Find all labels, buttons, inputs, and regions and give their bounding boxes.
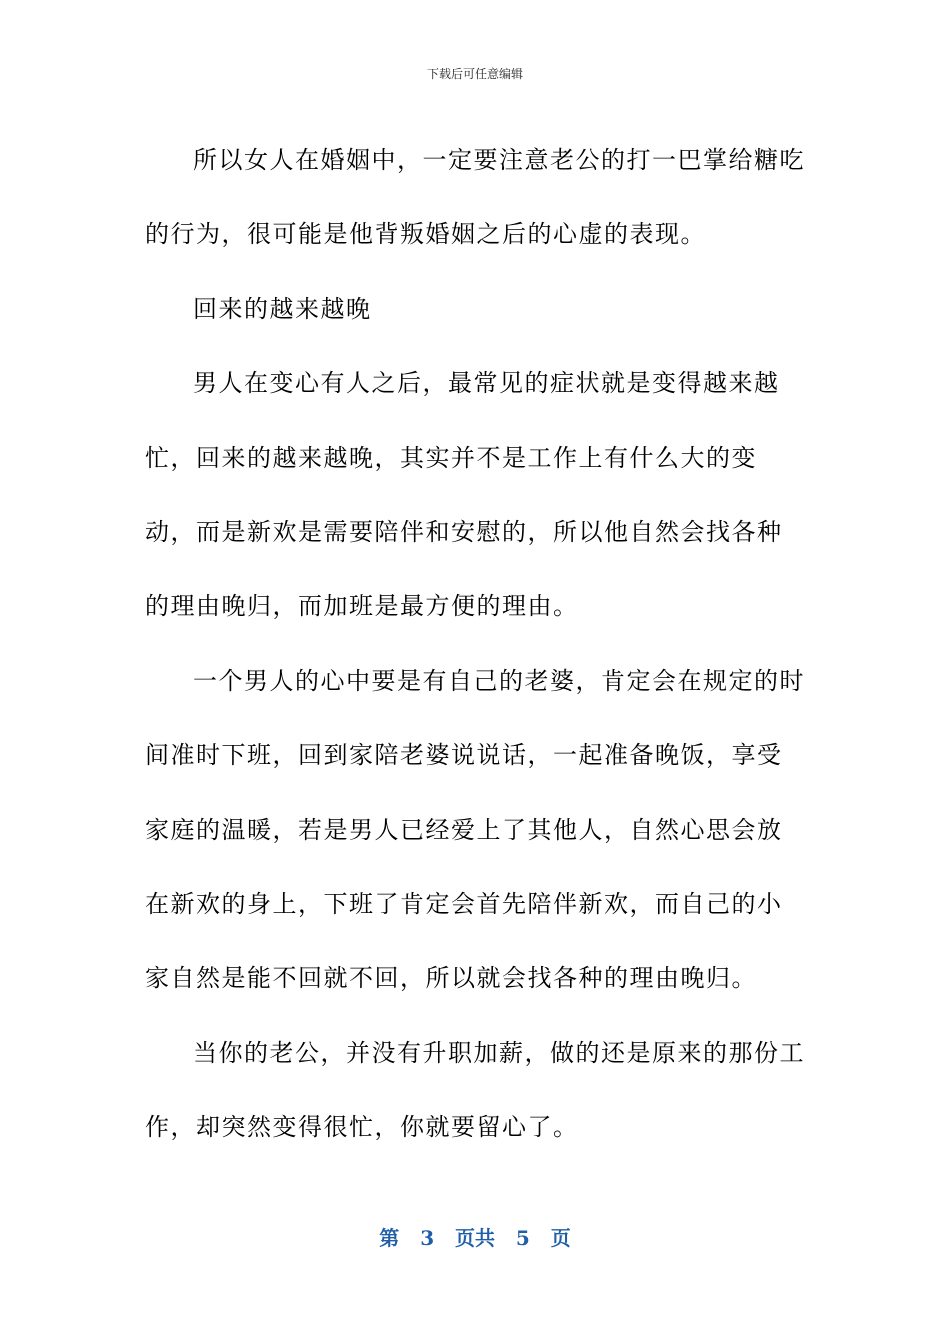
- paragraph: 男人在变心有人之后，最常见的症状就是变得越来越忙，回来的越来越晚，其实并不是工作上有什么大的变动，而是新欢是需要陪伴和安慰的，所以他自然会找各种的理由晚归，而加班是最方便的理由。: [145, 369, 783, 621]
- footer-prefix: 第: [379, 1226, 400, 1250]
- page-footer: [0, 1224, 950, 1252]
- page-header: 下载后可任意编辑: [426, 67, 523, 81]
- total-pages-number: 5: [515, 1226, 530, 1250]
- current-page-number: 3: [420, 1226, 435, 1250]
- document-body: [145, 123, 805, 1165]
- footer-middle: 页共: [455, 1226, 495, 1250]
- paragraph: 当你的老公，并没有升职加薪，做的还是原来的那份工作，却突然变得很忙，你就要留心了。: [145, 1038, 805, 1142]
- paragraph: 所以女人在婚姻中，一定要注意老公的打一巴掌给糖吃的行为，很可能是他背叛婚姻之后的心虚的表现。: [145, 146, 805, 249]
- paragraph: 一个男人的心中要是有自己的老婆，肯定会在规定的时间准时下班，回到家陪老婆说说话，一起准备晚饭，享受家庭的温暖，若是男人已经爱上了其他人，自然心思会放在新欢的身上，下班了肯定会首先陪伴新欢，而自己的小家自然是能不回就不回，所以就会找各种的理由晚归。: [145, 666, 805, 993]
- footer-suffix: 页: [550, 1226, 571, 1250]
- section-heading: 回来的越来越晚: [193, 294, 372, 323]
